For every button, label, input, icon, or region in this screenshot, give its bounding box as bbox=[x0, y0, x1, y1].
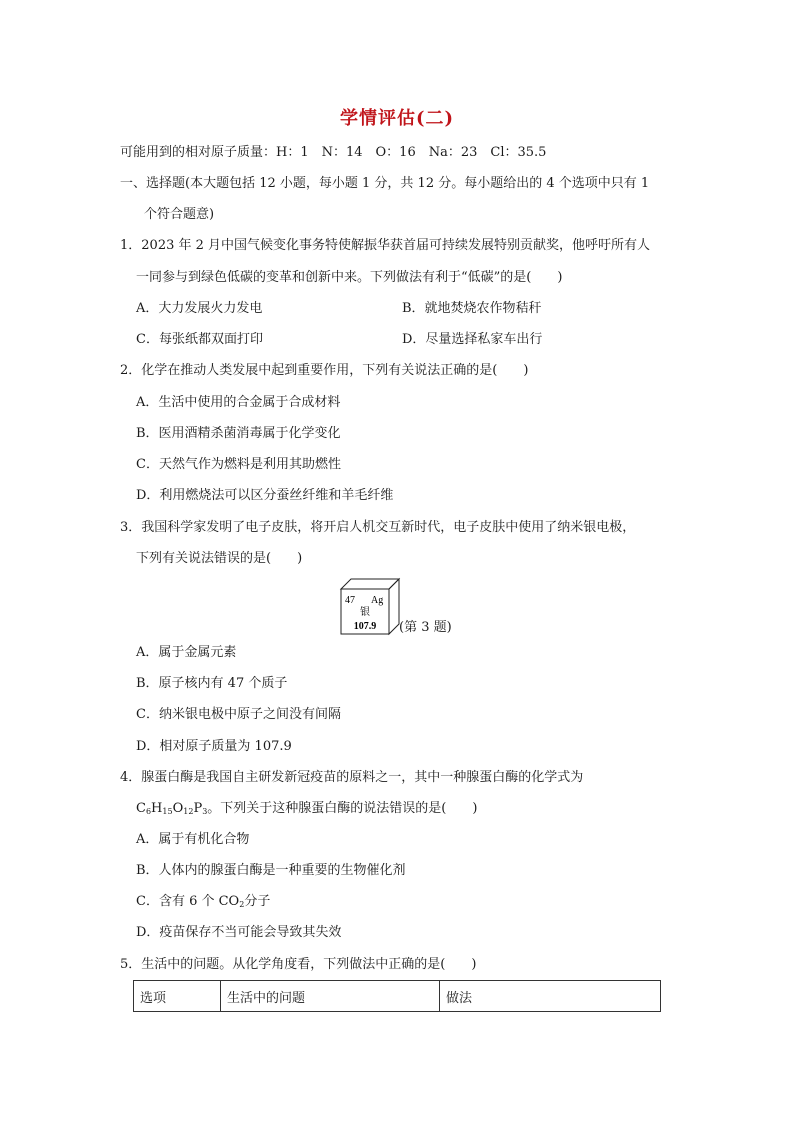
q4-option-d: D．疫苗保存不当可能会导致其失效 bbox=[136, 925, 342, 940]
table-header-row bbox=[134, 981, 661, 1012]
figure-caption: (第 3 题) bbox=[399, 620, 452, 635]
q3-stem-line1: 3．我国科学家发明了电子皮肤，将开启人机交互新时代，电子皮肤中使用了纳米银电极， bbox=[120, 520, 636, 535]
q1-option-c: C．每张纸都双面打印 bbox=[136, 332, 263, 347]
table-header-problem: 生活中的问题 bbox=[221, 981, 440, 1012]
q3-option-b: B．原子核内有 47 个质子 bbox=[136, 676, 288, 691]
q5-stem: 5．生活中的问题。从化学角度看，下列做法中正确的是( ) bbox=[120, 957, 477, 972]
q2-stem: 2．化学在推动人类发展中起到重要作用，下列有关说法正确的是( ) bbox=[120, 363, 529, 378]
q1-option-a: A．大力发展火力发电 bbox=[136, 301, 263, 316]
formula-c-count: 6 bbox=[145, 807, 152, 816]
table-header-method: 做法 bbox=[440, 981, 661, 1012]
q4-stem-line1: 4．腺蛋白酶是我国自主研发新冠疫苗的原料之一，其中一种腺蛋白酶的化学式为 bbox=[120, 770, 584, 785]
q1-stem-line2: 一同参与到绿色低碳的变革和创新中来。下列做法有利于“低碳”的是( ) bbox=[136, 270, 563, 285]
formula-o: O bbox=[172, 801, 184, 816]
formula-h: H bbox=[151, 801, 163, 816]
q1-option-b: B．就地焚烧农作物秸秆 bbox=[402, 301, 542, 316]
q2-option-c: C．天然气作为燃料是利用其助燃性 bbox=[136, 457, 341, 472]
q4-option-c-head: C．含有 6 个 CO bbox=[136, 894, 240, 909]
formula-o-count: 12 bbox=[183, 807, 194, 816]
formula-c: C bbox=[136, 801, 146, 816]
element-cube-figure bbox=[341, 579, 399, 634]
q5-table bbox=[133, 980, 661, 1012]
q4-option-c-sub: 2 bbox=[239, 900, 245, 909]
atomic-masses-note: 可能用到的相对原子质量：H：1 N：14 O：16 Na：23 Cl：35.5 bbox=[120, 145, 547, 160]
q3-option-d: D．相对原子质量为 107.9 bbox=[136, 739, 292, 754]
element-number: 47 bbox=[345, 595, 355, 606]
q3-stem-line2: 下列有关说法错误的是( ) bbox=[136, 551, 303, 566]
formula-p-count: 3 bbox=[202, 807, 208, 816]
q1-option-d: D．尽量选择私家车出行 bbox=[402, 332, 543, 347]
q1-stem-line1: 1．2023 年 2 月中国气候变化事务特使解振华获首届可持续发展特别贡献奖，他呼吁所有人 bbox=[120, 238, 651, 253]
element-mass: 107.9 bbox=[353, 621, 377, 632]
formula-h-count: 15 bbox=[162, 807, 173, 816]
page-title: 学情评估(二) bbox=[339, 108, 455, 129]
table-header-option: 选项 bbox=[134, 981, 221, 1012]
silver-element-card bbox=[341, 579, 399, 634]
q4-option-c bbox=[136, 892, 270, 912]
q4-stem-line2 bbox=[136, 799, 477, 819]
element-symbol: Ag bbox=[371, 595, 384, 606]
q2-option-d: D．利用燃烧法可以区分蚕丝纤维和羊毛纤维 bbox=[136, 488, 394, 503]
formula-p: P bbox=[193, 801, 203, 816]
element-name: 银 bbox=[360, 607, 370, 618]
q4-option-c-tail: 分子 bbox=[244, 894, 271, 909]
section-heading-line2: 个符合题意) bbox=[144, 207, 215, 222]
q3-option-a: A．属于金属元素 bbox=[136, 645, 237, 660]
q4-stem-tail: 。下列关于这种腺蛋白酶的说法错误的是( ) bbox=[207, 801, 478, 816]
q4-option-a: A．属于有机化合物 bbox=[136, 832, 250, 847]
section-heading-line1: 一、选择题(本大题包括 12 小题，每小题 1 分，共 12 分。每小题给出的 4 个选项中只有 1 bbox=[120, 176, 650, 191]
q2-option-a: A．生活中使用的合金属于合成材料 bbox=[136, 395, 341, 410]
q2-option-b: B．医用酒精杀菌消毒属于化学变化 bbox=[136, 426, 341, 441]
q4-option-b: B．人体内的腺蛋白酶是一种重要的生物催化剂 bbox=[136, 863, 406, 878]
q3-option-c: C．纳米银电极中原子之间没有间隔 bbox=[136, 707, 341, 722]
